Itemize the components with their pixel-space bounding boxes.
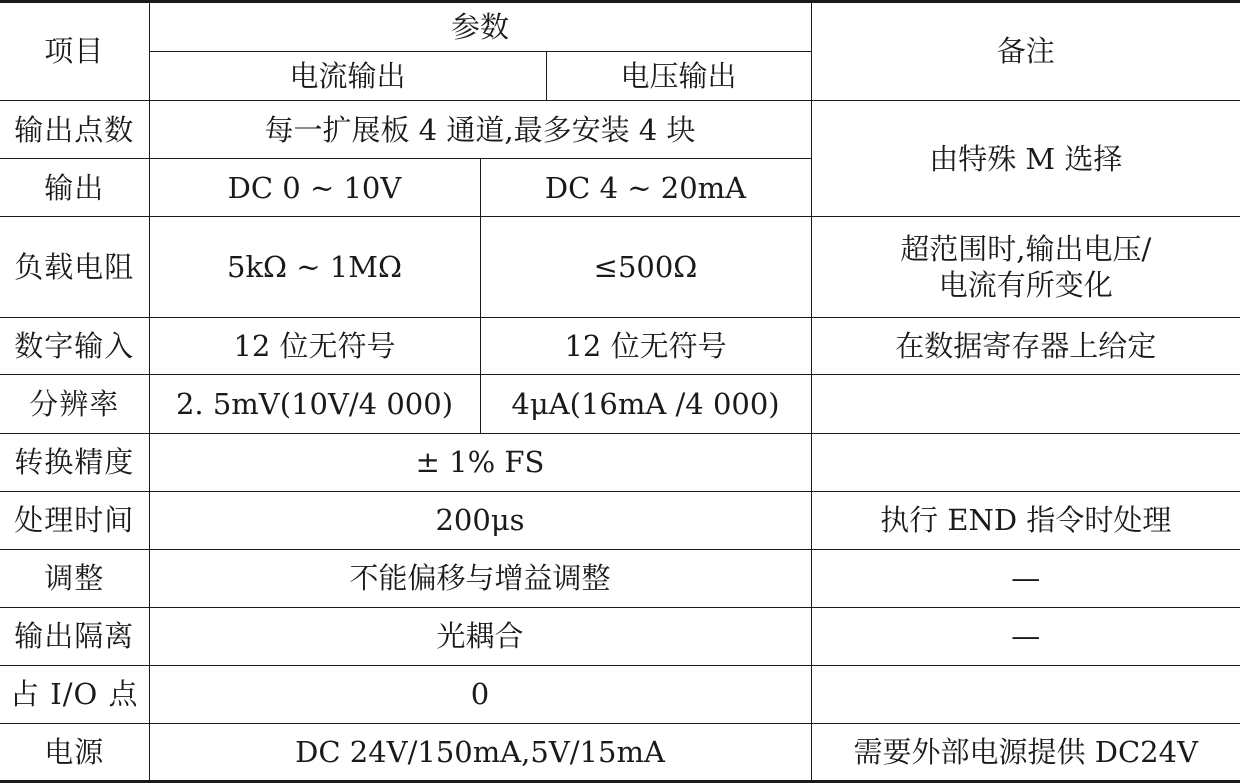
adjust-value: 不能偏移与增益调整 — [149, 549, 811, 607]
table-row — [0, 318, 1240, 375]
row-label-io: 占 I/O 点 — [0, 665, 149, 723]
row-label-power: 电源 — [0, 723, 149, 781]
digital-remark: 在数据寄存器上给定 — [811, 318, 1240, 375]
io-value: 0 — [149, 665, 811, 723]
load-remark-line-2: 电流有所变化 — [938, 268, 1113, 303]
row-label-time: 处理时间 — [0, 491, 149, 549]
row-label-resolution: 分辨率 — [0, 375, 149, 433]
table-row — [0, 723, 1240, 781]
row-label-digital: 数字输入 — [0, 318, 149, 375]
row-label-adjust: 调整 — [0, 549, 149, 607]
table-row — [0, 217, 1240, 318]
resolution-current-value: 4μA(16mA /4 000) — [480, 375, 811, 433]
table-row — [0, 665, 1240, 723]
table-row — [0, 375, 1240, 433]
load-remark — [811, 217, 1240, 318]
points-value: 每一扩展板 4 通道,最多安装 4 块 — [149, 101, 811, 159]
row-label-output: 输出 — [0, 159, 149, 217]
resolution-remark — [811, 375, 1240, 433]
accuracy-value: ± 1% FS — [149, 433, 811, 491]
header-item: 项目 — [0, 2, 149, 101]
isolation-value: 光耦合 — [149, 607, 811, 665]
points-output-remark: 由特殊 M 选择 — [811, 101, 1240, 217]
output-voltage-range: DC 0 ~ 10V — [149, 159, 480, 217]
adjust-remark: — — [811, 549, 1240, 607]
header-voltage-output: 电压输出 — [546, 52, 811, 101]
io-remark — [811, 665, 1240, 723]
row-label-points: 输出点数 — [0, 101, 149, 159]
row-label-accuracy: 转换精度 — [0, 433, 149, 491]
digital-voltage-value: 12 位无符号 — [149, 318, 480, 375]
power-remark: 需要外部电源提供 DC24V — [811, 723, 1240, 781]
isolation-remark: — — [811, 607, 1240, 665]
load-remark-line-1: 超范围时,输出电压/ — [900, 232, 1152, 267]
header-params: 参数 — [149, 2, 811, 52]
resolution-voltage-value: 2. 5mV(10V/4 000) — [149, 375, 480, 433]
row-label-isolation: 输出隔离 — [0, 607, 149, 665]
accuracy-remark — [811, 433, 1240, 491]
table-row — [0, 491, 1240, 549]
time-remark: 执行 END 指令时处理 — [811, 491, 1240, 549]
load-voltage-value: 5kΩ ~ 1MΩ — [149, 217, 480, 318]
time-value: 200μs — [149, 491, 811, 549]
power-value: DC 24V/150mA,5V/15mA — [149, 723, 811, 781]
table-row — [0, 433, 1240, 491]
table-row — [0, 101, 1240, 159]
row-label-load: 负载电阻 — [0, 217, 149, 318]
table-row — [0, 607, 1240, 665]
table-row — [0, 549, 1240, 607]
header-current-output: 电流输出 — [149, 52, 546, 101]
header-row-1 — [0, 2, 1240, 52]
digital-current-value: 12 位无符号 — [480, 318, 811, 375]
load-current-value: ≤500Ω — [480, 217, 811, 318]
header-remark: 备注 — [811, 2, 1240, 101]
output-current-range: DC 4 ~ 20mA — [480, 159, 811, 217]
